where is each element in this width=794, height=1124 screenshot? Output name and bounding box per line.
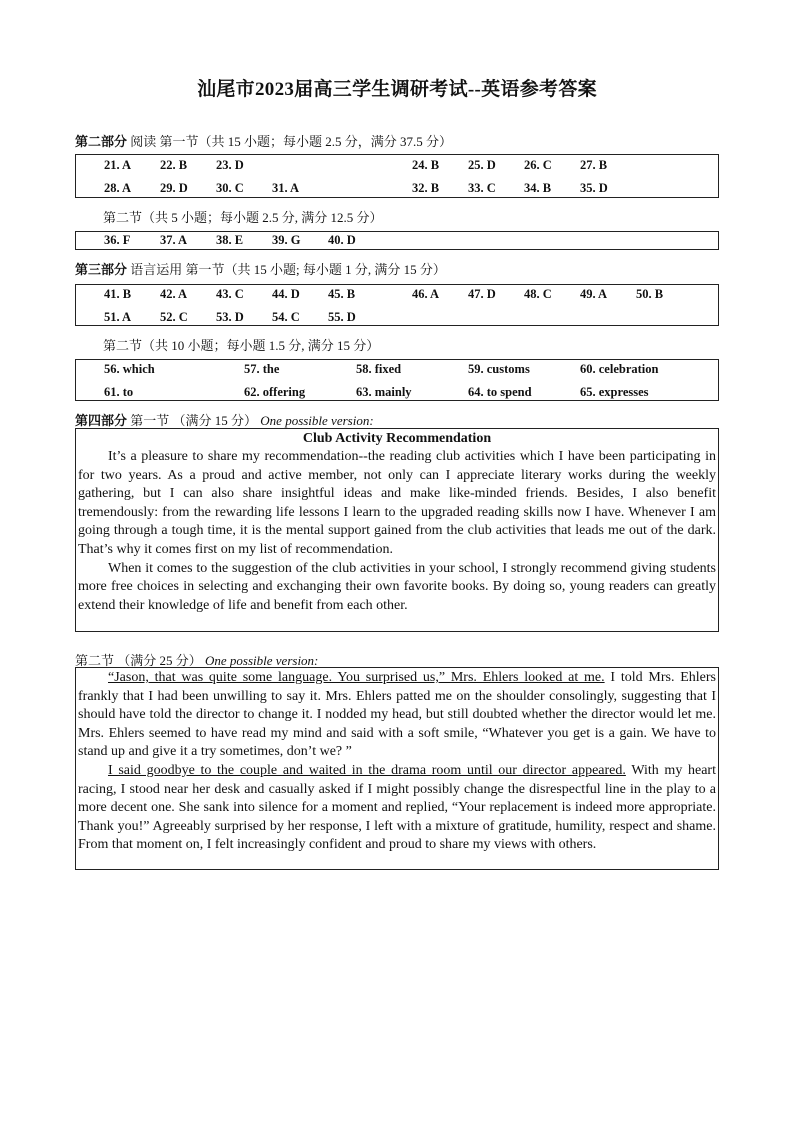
answer-item: 36. F <box>104 233 131 247</box>
answer-item: 64. to spend <box>468 385 532 399</box>
part4-sec2-heading-text: 第二节 （满分 25 分） <box>75 653 202 668</box>
answer-item: 61. to <box>104 385 134 399</box>
answer-row <box>76 362 718 384</box>
answer-item: 56. which <box>104 362 155 376</box>
answer-item: 48. C <box>524 287 552 301</box>
essay-continuation <box>75 667 719 870</box>
answer-row <box>76 310 718 332</box>
underlined-sentence: I said goodbye to the couple and waited in the drama room until our director appeared. <box>108 762 626 778</box>
answer-item: 44. D <box>272 287 300 301</box>
answer-item: 57. the <box>244 362 280 376</box>
essay-title: Club Activity Recommendation <box>302 431 492 446</box>
answer-item: 39. G <box>272 233 301 247</box>
answer-item: 28. A <box>104 181 132 195</box>
answer-item: 62. offering <box>244 385 306 399</box>
answer-item: 43. C <box>216 287 244 301</box>
answer-item: 54. C <box>272 310 300 324</box>
answer-item: 51. A <box>104 310 132 324</box>
answer-item: 60. celebration <box>580 362 659 376</box>
paragraph-text: I told Mrs. Ehlers frankly that I had been unwilling to say it. Mrs. Ehlers patted me on the shoulder consolingly, suggesting that I should have told the director to change it. I nodded my head, but still doubted whether the director would let me. Mrs. Ehlers seemed to have read my mind and said with a soft smile, “Whatever you get is a gain. We have to stand up and give it a try sometimes, don’t we? ” <box>78 670 716 760</box>
answer-item: 46. A <box>412 287 440 301</box>
answer-item: 31. A <box>272 181 300 195</box>
paragraph-text: With my heart racing, I stood near her desk and casually asked if I might possibly change the disrespectful line in the play to a more decent one. She sank into silence for a moment and replied, “Your replacement is indeed more appropriate. Thank you!” Agreeably surprised by her response, I left with a mixture of gratitude, humility, respect and shame. From that moment on, I felt increasingly confident and proud to share my views with others. <box>78 762 716 853</box>
answer-item: 45. B <box>328 287 356 301</box>
answer-item: 63. mainly <box>356 385 412 399</box>
answer-item: 35. D <box>580 181 608 195</box>
part2-heading-label: 第二部分 <box>75 134 128 149</box>
essay-paragraph: It’s a pleasure to share my recommendation--the reading club activities which I have been participating in for two years. As a proud and active member, not only can I appreciate literary works during the weekly gathering, but I can also share insightful ideas and make like-minded friends. Besides, I also benefit tremendously: from the rewarding life lessons I learn to the upgraded reading skills now I have. Whenever I am going through a tough time, it is the mental support gained from the club activities that leads me out of the dark. That’s why it comes first on my list of recommendation. <box>78 449 716 557</box>
answer-item: 65. expresses <box>580 385 649 399</box>
essay-club-recommendation <box>75 428 719 632</box>
answer-item: 21. A <box>104 158 132 172</box>
answer-item: 23. D <box>216 158 244 172</box>
answer-item: 42. A <box>160 287 188 301</box>
part3-sec2-answer-box <box>75 359 719 401</box>
answer-row <box>76 181 718 203</box>
answer-item: 55. D <box>328 310 356 324</box>
part2-sec2-answer-box <box>75 231 719 250</box>
part3-heading <box>75 259 446 278</box>
essay-paragraph <box>78 762 716 855</box>
answer-item: 40. D <box>328 233 356 247</box>
part4-heading-text: 第一节 （满分 15 分） <box>127 413 258 428</box>
part4-heading-label: 第四部分 <box>75 413 128 428</box>
part3-sec1-answer-box <box>75 284 719 326</box>
answer-item: 38. E <box>216 233 244 247</box>
answer-row <box>76 233 718 255</box>
answer-item: 24. B <box>412 158 440 172</box>
answer-item: 27. B <box>580 158 608 172</box>
answer-item: 32. B <box>412 181 440 195</box>
answer-item: 47. D <box>468 287 496 301</box>
answer-item: 22. B <box>160 158 188 172</box>
underlined-sentence: “Jason, that was quite some language. You surprised us,” Mrs. Ehlers looked at me. <box>108 670 605 685</box>
answer-item: 41. B <box>104 287 132 301</box>
part4-heading <box>75 410 374 429</box>
page-title: 汕尾市2023届高三学生调研考试--英语参考答案 <box>197 79 597 100</box>
answer-item: 33. C <box>468 181 496 195</box>
part2-heading <box>75 131 452 150</box>
answer-item: 49. A <box>580 287 608 301</box>
answer-item: 59. customs <box>468 362 530 376</box>
answer-item: 30. C <box>216 181 244 195</box>
answer-row <box>76 287 718 309</box>
answer-item: 52. C <box>160 310 188 324</box>
answer-item: 37. A <box>160 233 188 247</box>
answer-item: 29. D <box>160 181 188 195</box>
part2-sec2-heading: 第二节（共 5 小题；每小题 2.5 分, 满分 12.5 分） <box>103 210 383 225</box>
answer-item: 50. B <box>636 287 664 301</box>
essay-paragraph: When it comes to the suggestion of the club activities in your school, I strongly recommend giving students more free choices in selecting and exchanging their own favorite books. By doing so, young readers can greatly extend their knowledge of life and benefit from each other. <box>78 560 716 613</box>
part3-heading-label: 第三部分 <box>75 262 128 277</box>
answer-row <box>76 385 718 407</box>
answer-item: 53. D <box>216 310 244 324</box>
essay-paragraph <box>78 669 716 762</box>
part3-heading-text: 语言运用 第一节（共 15 小题; 每小题 1 分, 满分 15 分） <box>127 262 446 277</box>
answer-item: 25. D <box>468 158 496 172</box>
answer-row <box>76 158 718 180</box>
answer-item: 58. fixed <box>356 362 402 376</box>
version-label: One possible version: <box>205 653 319 668</box>
version-label: One possible version: <box>260 413 374 428</box>
part3-sec2-heading: 第二节（共 10 小题；每小题 1.5 分, 满分 15 分） <box>103 338 380 353</box>
part2-sec1-answer-box <box>75 154 719 198</box>
answer-item: 34. B <box>524 181 552 195</box>
part2-heading-text: 阅读 第一节（共 15 小题；每小题 2.5 分，满分 37.5 分） <box>127 134 453 149</box>
answer-item: 26. C <box>524 158 552 172</box>
